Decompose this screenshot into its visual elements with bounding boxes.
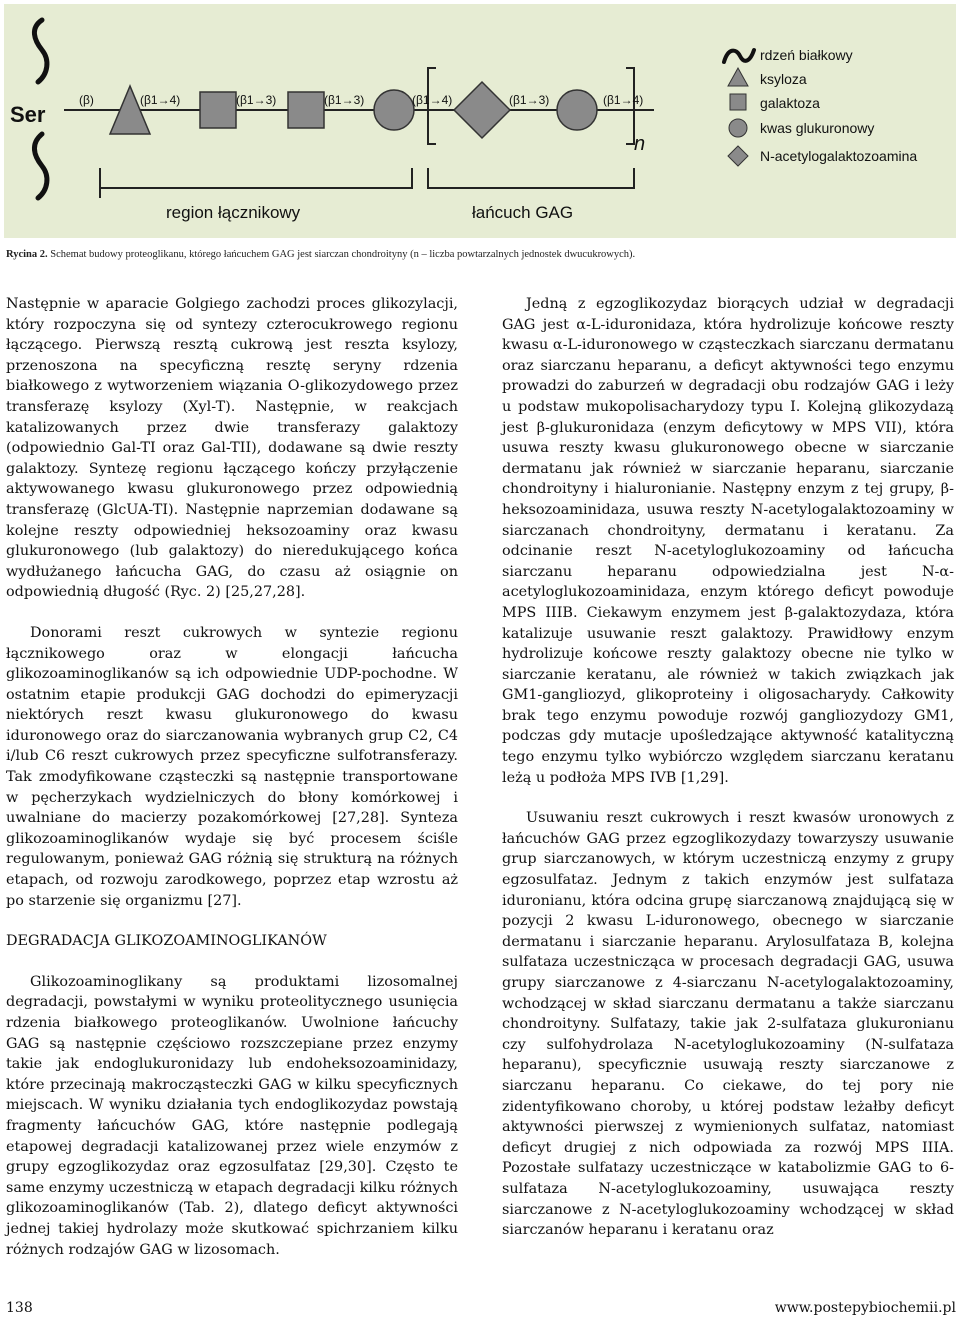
gag-chain-bracket <box>428 168 634 188</box>
protein-core-bottom-icon <box>34 134 47 198</box>
paragraph: Następnie w aparacie Golgiego zachodzi proces glikozylacji, który rozpoczyna się od syntezy czterocukrowego regionu łączącego. Pierwszą resztą cukrową jest reszta ksylozy, przenoszona na specyficzną resztę seryny rdzenia białkowego z wytworzeniem wiązania O-glikozydowego przez transferazę ksylozy (Xyl-T). Następnie, w reakcjach katalizowanych przez dwie transferazy galaktozy (odpowiednio Gal-TI oraz Gal-TII), dodawane są dwie reszty galaktozy. Syntezę regionu łączącego kończy przyłączenie aktywowanego kwasu glukuronowego przez odpowiednią transferazę (GlcUA-TI). Następnie naprzemian dodawane są kolejne reszty odpowiedniej heksozoaminy oraz kwasu glukuronowego (lub galaktozy) do nieredukującego końca wydłużanego łańcucha GAG, do czasu aż osiągnie on odpowiednią długość (Ryc. 2) [25,27,28]. <box>6 296 458 601</box>
linkage-label: (β1→3) <box>324 93 365 107</box>
journal-url: www.postepybiochemii.pl <box>774 1300 956 1316</box>
linkage-label: (β) <box>79 93 94 107</box>
page-number: 138 <box>6 1300 33 1316</box>
right-column <box>502 294 954 1241</box>
legend-galnac-icon <box>728 146 748 166</box>
repeat-n-label: n <box>634 133 646 155</box>
legend-label: rdzeń białkowy <box>760 47 853 63</box>
linkage-label: (β1→4) <box>603 93 644 107</box>
caption-label: Rycina 2. <box>6 249 48 260</box>
paragraph: Glikozoaminoglikany są produktami lizosomalnej degradacji, powstałymi w wyniku proteolitycznego usunięcia rdzenia białkowego proteoglikanów. Uwolnione łańcuchy GAG są następnie częściowo rozszczepiane przez enzymy takie jak endoglukuronidazy lub endoheksozoaminidazy, które przecinają makrocząsteczki GAG w kilku specyficznych miejscach. W wyniku działania tych endoglikozydaz powstają fragmenty łańcuchów GAG, które następnie podlegają etapowej degradacji katalizowanej przez wiele enzymów z grupy egzoglikozydaz oraz egzosulfataz [29,30]. Często te same enzymy uczestniczą w etapach degradacji kilku różnych glikozoaminoglikanów (Tab. 2), dlatego deficyt aktywności jednej takiej hydrolazy może skutkować spichrzaniem kilku różnych rodzajów GAG w lizosomach. <box>6 973 458 1258</box>
galactose-square-icon-1 <box>200 92 236 128</box>
paragraph: Donorami reszt cukrowych w syntezie regionu łącznikowego oraz w elongacji łańcucha glikozoaminoglikanów są ich odpowiednie UDP-pochodne. W ostatnim etapie produkcji GAG dochodzi do epimeryzacji niektórych reszt kwasu glukuronowego do kwasu iduronowego oraz do siarczanowania wybranych grup C2, C4 i/lub C6 reszt cukrowych przez specyficzne sulfotransferazy. Tak zmodyfikowane cząsteczki są następnie transportowane w pęcherzykach wydzielniczych do błony komórkowej i uwalniane do macierzy pozakomórkowej [27,28]. Synteza glikozoaminoglikanów wydaje się być procesem ściśle regulowanym, ponieważ GAG różnią się strukturą na różnych etapach, od rozwoju zarodkowego, poprzez etap wzrostu aż po starzenie się organizmu [27]. <box>6 624 458 909</box>
linkage-label: (β1→3) <box>236 93 277 107</box>
legend-label: kwas glukuronowy <box>760 120 875 136</box>
legend-label: N-acetylogalaktozoamina <box>760 148 918 164</box>
figure-proteoglycan-schema <box>4 4 956 238</box>
caption-text: Schemat budowy proteoglikanu, którego łańcuchem GAG jest siarczan chondroityny (n – liczba powtarzalnych jednostek dwucukrowych). <box>47 249 636 260</box>
legend-label: galaktoza <box>760 95 820 111</box>
galactose-square-icon-2 <box>288 92 324 128</box>
legend-label: ksyloza <box>760 71 807 87</box>
gag-chain-label: łańcuch GAG <box>472 203 574 222</box>
linker-region-bracket <box>100 168 412 188</box>
figure-svg <box>4 4 956 238</box>
section-heading: DEGRADACJA GLIKOZOAMINOGLIKANÓW <box>6 933 327 950</box>
glucuronic-circle-icon-1 <box>374 90 414 130</box>
paragraph: Jedną z egzoglikozydaz biorących udział w degradacji GAG jest α-L-iduronidaza, która hydrolizuje końcowe reszty kwasu α-L-iduronowego w cząsteczkach siarczanu dermatanu oraz siarczanu heparanu, a deficyt aktywności tego enzymu prowadzi do zaburzeń w degradacji obu rodzajów GAG i leży u podstaw mukopolisacharydozy typu I. Kolejną glikozydazą jest β-glukuronidaza (enzym deficytowy w MPS VII), która usuwa reszty kwasu glukuronowego obecne w siarczanie dermatanu jak również w siarczanie heparanu, siarczanie chondroityny i hialuronianie. Następny enzym z tej grupy, β-heksozoaminidaza, usuwa reszty N-acetylogalaktozoaminy w siarczanach chondroityny, dermatanu i keratanu. Za odcinanie reszt N-acetyloglukozoaminy od łańcucha siarczanu heparanu odpowiedzialna jest N-α-acetyloglukozoaminidaza, enzym którego deficyt powoduje MPS IIIB. Ciekawym enzymem jest β-galaktozydaza, która katalizuje usuwanie reszt galaktozy. Prawidłowy enzym hydrolizuje końcowe reszty galaktozy obecne nie tylko w siarczanie keratanu, ale również w takich związkach jak GM1-gangliozyd, glikoproteiny i oligosacharydy. Całkowity brak tego enzymu powoduje rozwój gangliozydozy GM1, podczas gdy mutacje upośledzające aktywność katalityczną tego enzymu tylko wybiórczo względem siarczanu keratanu leżą u podłoża MPS IVB [1,29]. <box>502 296 954 786</box>
legend-glucuronic-icon <box>729 119 747 137</box>
protein-core-top-icon <box>34 20 47 82</box>
ser-label: Ser <box>10 102 46 127</box>
linkage-label: (β1→3) <box>509 93 550 107</box>
left-column <box>6 294 458 1260</box>
linker-region-label: region łącznikowy <box>166 203 301 222</box>
galnac-diamond-icon <box>454 82 510 138</box>
linkage-label: (β1→4) <box>140 93 181 107</box>
glucuronic-circle-icon-2 <box>557 90 597 130</box>
legend-galactose-icon <box>730 94 746 110</box>
figure-caption <box>6 248 956 262</box>
legend-protein-core-icon <box>724 50 754 62</box>
linkage-label: (β1→4) <box>412 93 453 107</box>
paragraph: Usuwaniu reszt cukrowych i reszt kwasów uronowych z łańcuchów GAG przez egzoglikozydazy towarzyszy usuwanie grup siarczanowych, w którym uczestniczą enzymy z grupy egzosulfataz. Jednym z takich enzymów jest sulfataza iduronianu, która odcina grupę siarczanową znajdującą się w pozycji 2 kwasu L-iduronowego, obecnego w siarczanie dermatanu i siarczanie heparanu. Arylosulfataza B, kolejna sulfataza uczestnicząca w procesach degradacji GAG, usuwa grupy siarczanowe z 4-siarczanu N-acetylogalaktozoaminy, wchodzącej w skład siarczanu dermatanu a także siarczanu chondroityny. Sulfatazy, takie jak 2-sulfataza glukuronianu czy sulfohydrolaza N-acetyloglukozoaminy (N-sulfataza heparanu), specyficznie usuwają reszty siarczanowe z siarczanu heparanu. Co ciekawe, do tej pory nie zidentyfikowano choroby, u której podstaw leżałby deficyt aktywności pierwszej z wymienionych sulfataz, natomiast deficyt drugiej z nich odpowiada za rozwój MPS IIIA. Pozostałe sulfatazy uczestniczące w katabolizmie GAG to 6-sulfataza N-acetyloglukozoaminy, usuwająca reszty siarczanowe z N-acetyloglukozoaminy wchodzącej w skład siarczanów heparanu i keratanu oraz <box>502 810 954 1239</box>
legend-xylose-icon <box>728 68 748 86</box>
